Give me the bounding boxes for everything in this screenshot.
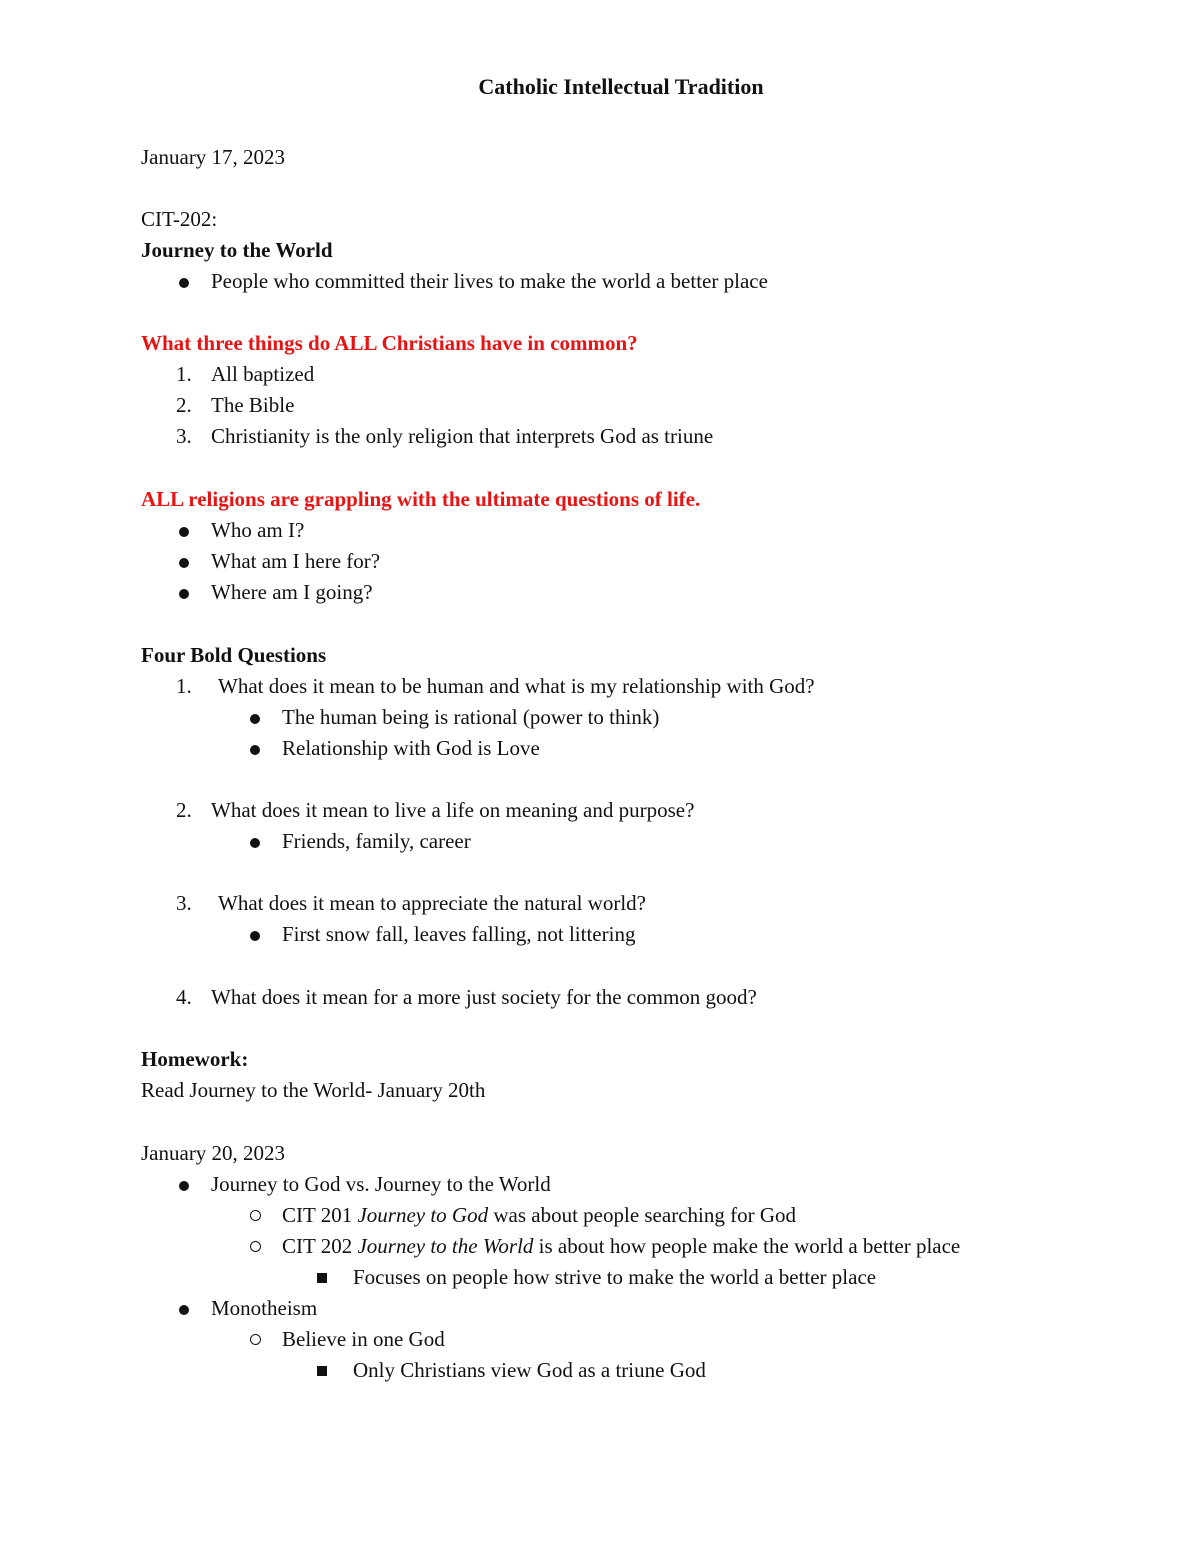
bullet-icon <box>179 278 189 288</box>
square-bullet-icon <box>317 1366 327 1376</box>
bullet-icon <box>179 558 189 568</box>
question-christians-common: What three things do ALL Christians have in common? <box>141 331 638 355</box>
bullet-icon <box>179 589 189 599</box>
list-item: Journey to God vs. Journey to the World <box>211 1172 551 1196</box>
bullet-icon <box>250 931 260 941</box>
list-number: 4. <box>176 985 192 1009</box>
list-item: What am I here for? <box>211 549 381 573</box>
date-jan-17: January 17, 2023 <box>141 145 286 169</box>
list-item: All baptized <box>211 362 315 386</box>
list-item: Focuses on people how strive to make the world a better place <box>353 1265 877 1289</box>
list-item: Friends, family, career <box>282 829 471 853</box>
square-bullet-icon <box>317 1273 327 1283</box>
list-item: The human being is rational (power to think) <box>282 705 660 729</box>
hollow-bullet-icon <box>250 1334 261 1345</box>
list-item: Monotheism <box>211 1296 318 1320</box>
list-number: 1. <box>176 674 192 698</box>
bold-question: What does it mean to live a life on meaning and purpose? <box>211 798 695 822</box>
list-item: Where am I going? <box>211 580 373 604</box>
bold-question: What does it mean to be human and what is my relationship with God? <box>218 674 815 698</box>
list-item: People who committed their lives to make the world a better place <box>211 269 768 293</box>
heading-journey-to-the-world: Journey to the World <box>141 238 333 262</box>
hollow-bullet-icon <box>250 1241 261 1252</box>
list-item: Relationship with God is Love <box>282 736 540 760</box>
list-item: Christianity is the only religion that interprets God as triune <box>211 424 714 448</box>
document-title: Catholic Intellectual Tradition <box>478 74 764 99</box>
list-item: Only Christians view God as a triune God <box>353 1358 706 1382</box>
list-item: The Bible <box>211 393 295 417</box>
list-number: 2. <box>176 798 192 822</box>
list-number: 3. <box>176 424 192 448</box>
list-number: 3. <box>176 891 192 915</box>
hollow-bullet-icon <box>250 1210 261 1221</box>
list-number: 1. <box>176 362 192 386</box>
bullet-icon <box>250 714 260 724</box>
list-item: CIT 202 Journey to the World is about how people make the world a better place <box>282 1234 961 1258</box>
statement-all-religions: ALL religions are grappling with the ultimate questions of life. <box>141 487 701 511</box>
list-item: Believe in one God <box>282 1327 445 1351</box>
list-item: First snow fall, leaves falling, not littering <box>282 922 636 946</box>
list-item: CIT 201 Journey to God was about people searching for God <box>282 1203 796 1227</box>
bold-question: What does it mean to appreciate the natural world? <box>218 891 646 915</box>
heading-four-bold-questions: Four Bold Questions <box>141 643 327 667</box>
list-number: 2. <box>176 393 192 417</box>
course-code: CIT-202: <box>141 207 218 231</box>
bullet-icon <box>179 527 189 537</box>
bullet-icon <box>179 1305 189 1315</box>
date-jan-20: January 20, 2023 <box>141 1141 286 1165</box>
list-item: Who am I? <box>211 518 305 542</box>
bold-question: What does it mean for a more just society for the common good? <box>211 985 757 1009</box>
homework-text: Read Journey to the World- January 20th <box>141 1078 486 1102</box>
bullet-icon <box>250 745 260 755</box>
bullet-icon <box>250 838 260 848</box>
homework-label: Homework: <box>141 1047 249 1071</box>
bullet-icon <box>179 1181 189 1191</box>
